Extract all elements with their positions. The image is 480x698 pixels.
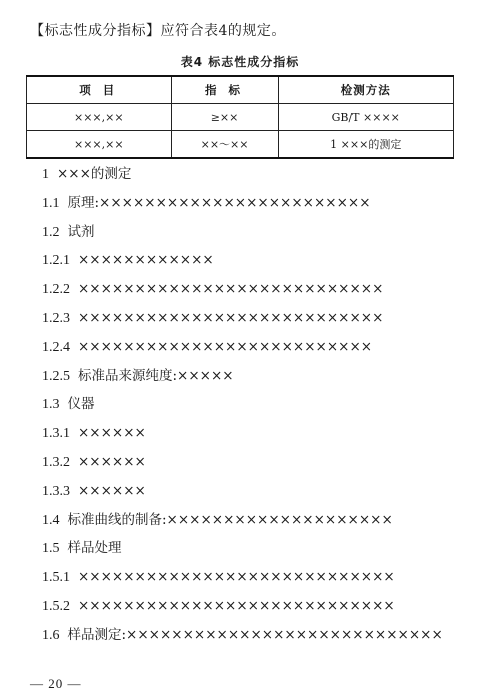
item-text: ××××××: [78, 453, 146, 470]
item-text: 标准曲线的制备:××××××××××××××××××××: [67, 511, 393, 528]
cell-method: GB/T ××××: [278, 104, 453, 131]
list-item: [42, 308, 443, 337]
item-text: ××××××××××××××××××××××××××××: [78, 597, 395, 614]
list-item: [42, 164, 443, 193]
item-text: ××××××: [78, 482, 146, 499]
table-header-row: [27, 76, 454, 104]
table-row: [27, 131, 454, 159]
item-number: 1.2.1: [42, 253, 70, 269]
item-number: 1.3: [42, 397, 60, 413]
table-row: [27, 104, 454, 131]
item-text: ××××××××××××××××××××××××××××: [78, 569, 395, 586]
item-number: 1.3.3: [42, 483, 70, 499]
item-text: 仪器: [67, 396, 95, 413]
list-item: [42, 337, 443, 366]
list-item: [42, 394, 443, 423]
list-item: [42, 567, 443, 596]
item-number: 1.2.5: [42, 368, 70, 384]
list-item: [42, 250, 443, 279]
page-number: — 20 —: [30, 676, 82, 691]
indicator-table: [26, 75, 454, 159]
item-text: ××××××××××××××××××××××××××: [78, 338, 373, 355]
list-item: [42, 423, 443, 452]
item-text: ×××××××××××××××××××××××××××: [78, 281, 384, 298]
item-text: 样品处理: [67, 540, 122, 557]
list-item: [42, 538, 443, 567]
list-item: [42, 222, 443, 251]
list-item: [42, 193, 443, 222]
cell-indicator: ≥××: [171, 104, 278, 131]
item-number: 1.2.3: [42, 310, 70, 326]
item-text: 试剂: [67, 223, 95, 240]
item-number: 1.5: [42, 541, 60, 557]
list-item: [42, 366, 443, 395]
list-item: [42, 452, 443, 481]
table-caption: 表4 标志性成分指标: [180, 55, 300, 69]
item-text: ×××××××××××××××××××××××××××: [78, 309, 384, 326]
list-item: [42, 596, 443, 625]
header-item: 项 目: [27, 76, 172, 104]
intro-paragraph: 【标志性成分指标】应符合表4的规定。: [30, 23, 286, 39]
item-number: 1.5.1: [42, 570, 70, 586]
item-text: 原理:××××××××××××××××××××××××: [67, 194, 371, 211]
item-number: 1.4: [42, 512, 60, 528]
item-text: 样品测定:××××××××××××××××××××××××××××: [67, 626, 443, 643]
list-item: [42, 625, 443, 654]
item-number: 1.1: [42, 195, 60, 211]
list-item: [42, 481, 443, 510]
cell-indicator: ××～××: [171, 131, 278, 159]
list-item: [42, 279, 443, 308]
item-text: ××××××: [78, 425, 146, 442]
item-number: 1.3.2: [42, 454, 70, 470]
item-number: 1.2.2: [42, 282, 70, 298]
header-method: 检测方法: [278, 76, 453, 104]
header-indicator: 指 标: [171, 76, 278, 104]
item-number: 1: [42, 167, 49, 182]
item-number: 1.3.1: [42, 426, 70, 442]
item-text: ×××的测定: [57, 166, 132, 182]
cell-item: ×××,××: [27, 131, 172, 159]
item-number: 1.2.4: [42, 339, 70, 355]
cell-item: ×××,××: [27, 104, 172, 131]
item-text: ××××××××××××: [78, 252, 214, 269]
list-item: [42, 510, 443, 539]
item-text: 标准品来源纯度:×××××: [78, 367, 234, 384]
section-list: [42, 164, 443, 654]
item-number: 1.6: [42, 627, 60, 643]
item-number: 1.5.2: [42, 598, 70, 614]
cell-method: 1 ×××的测定: [278, 131, 453, 159]
item-number: 1.2: [42, 224, 60, 240]
